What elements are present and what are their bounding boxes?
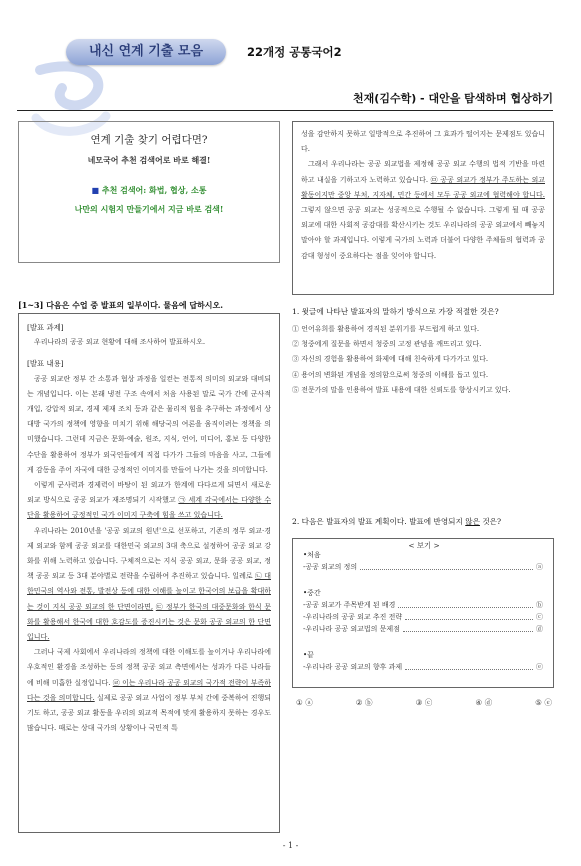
promo-keywords-text: 추천 검색어: 화법, 협상, 소통 bbox=[101, 185, 207, 195]
bogi-section-head: •끝 bbox=[303, 651, 314, 659]
q2-choice-1[interactable]: ① ⓐ bbox=[296, 698, 313, 707]
passage-topic: 우리나라의 공공 외교 현황에 대해 조사하여 발표하시오. bbox=[34, 338, 206, 347]
bogi-row-mark: ⓒ bbox=[536, 613, 543, 621]
leader-dots bbox=[398, 599, 533, 608]
leader-dots bbox=[403, 623, 533, 632]
passage-p5-text-b: 그렇지 않으면 공공 외교는 성공적으로 수행될 수 없습니다. 그렇게 될 때 공공 외교에 대한 사회적 공감대를 확산시키는 것도 우리나라의 공공 외교에서 빼놓지 말아야 할 과제입니다. 이렇게 국가의 노력과 더불어 다양한 주체들의 협력과 공감대 형성이 중요하다는 점을 잊어야 합니다. bbox=[301, 206, 545, 260]
passage-p4-text: 그러나 국제 사회에서 우리나라의 정책에 대한 이해도를 높이거나 우리나라에 우호적인 환경을 조성하는 등의 정책 공공 외교 측면에서는 성과가 다른 나라들에 비해 미흡한 실정입니다. bbox=[27, 648, 271, 687]
underline-d: ㉣ 이는 우리나라 공공 외교의 국가적 전략이 부족하다는 것을 의미합니다. bbox=[27, 678, 271, 702]
promo-title: 연계 기출 찾기 어렵다면? bbox=[90, 134, 208, 146]
q2-stem-text: 2. 다음은 발표자의 발표 계획이다. 발표에 반영되지 bbox=[292, 517, 466, 526]
promo-cta: 나만의 시험지 만들기에서 지금 바로 검색! bbox=[74, 204, 224, 214]
bogi-row-mark: ⓑ bbox=[536, 601, 543, 609]
bogi-row-text: -우리나라 공공 외교의 향후 과제 bbox=[303, 663, 403, 671]
q2-choice-5[interactable]: ⑤ ⓔ bbox=[535, 698, 552, 707]
header-divider bbox=[17, 110, 553, 111]
passage-p4-text-b: 실제로 공공 외교 사업이 정부 부처 간에 중복하여 진행되기도 하고, 공공 외교 활동을 우리의 외교적 목적에 맞게 활용하지 못하는 경우도 많습니다. 때로는 상대 국가의 상황이나 국민적 특 bbox=[27, 693, 271, 733]
underline-e: ㉤ 공공 외교가 정부가 주도하는 외교 활동이지만 중앙 부처, 지자체, 민간 등에서 모두 공공 외교에 협력해야 합니다. bbox=[301, 175, 545, 199]
promo-box bbox=[18, 121, 280, 263]
course-title: 22개정 공통국어2 bbox=[247, 45, 342, 59]
bogi-row-mark: ⓓ bbox=[536, 625, 543, 633]
q2-stem-end: 것은? bbox=[479, 517, 502, 526]
bogi-row-mark: ⓐ bbox=[536, 563, 543, 571]
promo-subtitle: 네모국어 추천 검색어로 바로 해결! bbox=[87, 155, 211, 165]
question-instruction: [1~3] 다음은 수업 중 발표의 일부이다. 물음에 답하시오. bbox=[18, 300, 224, 310]
square-bullet-icon: ■ bbox=[91, 185, 100, 195]
bogi-row-text: -공공 외교의 정의 bbox=[303, 563, 358, 571]
leader-dots bbox=[405, 611, 533, 620]
passage-box-right bbox=[292, 121, 554, 295]
question-1-stem: 1. 윗글에 나타난 발표자의 말하기 방식으로 가장 적절한 것은? bbox=[292, 307, 499, 316]
bogi-row bbox=[303, 611, 543, 623]
passage-label-content: [발표 내용] bbox=[27, 359, 64, 369]
bogi-row bbox=[303, 599, 543, 611]
q2-choice-3[interactable]: ③ ⓒ bbox=[415, 698, 433, 707]
bogi-row bbox=[303, 561, 543, 573]
bogi-row-text: -우리나라 공공 외교법의 문제점 bbox=[303, 625, 400, 633]
q2-choice-4[interactable]: ④ ⓓ bbox=[475, 698, 493, 707]
underline-a: ㉠ 세계 각국에서는 다양한 수단을 활용하여 긍정적인 국가 이미지 구축에 힘을 쓰고 있습니다. bbox=[27, 496, 271, 520]
q1-option-1[interactable]: ① 언어유희를 활용하여 경직된 분위기를 부드럽게 하고 있다. bbox=[292, 325, 480, 333]
unit-title: 천재(김수학) - 대안을 탐색하며 협상하기 bbox=[353, 92, 553, 105]
question-1 bbox=[292, 306, 554, 398]
q2-choice-2[interactable]: ② ⓑ bbox=[355, 698, 373, 707]
passage-paragraph-5 bbox=[301, 157, 545, 263]
bogi-row-mark: ⓔ bbox=[536, 663, 543, 671]
bogi-row bbox=[303, 661, 543, 673]
bogi-box bbox=[292, 538, 554, 688]
question-2-stem bbox=[292, 516, 554, 527]
bogi-section-head: •중간 bbox=[303, 589, 321, 597]
q1-option-5[interactable]: ⑤ 전문가의 말을 인용하여 발표 내용에 대한 신뢰도를 향상시키고 있다. bbox=[292, 385, 511, 394]
bogi-section-head: •처음 bbox=[303, 551, 321, 559]
passage-paragraph-1: 공공 외교란 정부 간 소통과 협상 과정을 일컫는 전통적 의미의 외교와 대비되는 개념입니다. 이는 본래 냉전 구조 속에서 처음 사용된 말로 국가 간에 군사적 개입, 강압적 외교, 경제 제재 조치 등과 같은 물리적 힘을 추구하는 과정에서 상대방 국가의 정책에 영향을 미치기 위해 해당국의 여론을 움직이려는 정책을 의미했습니다. 그런데 지금은 문화·예술, 원조, 지식, 언어, 미디어, 홍보 등 다양한 수단을 활용하여 정부가 외국인들에게 직접 다가가 그들의 마음을 사고, 그들에게 감동을 주어 자국에 대한 긍정적인 이미지를 만들어 나가는 것을 의미합니다. bbox=[27, 374, 271, 474]
passage-continuation: 성을 감안하지 못하고 일방적으로 추진하여 그 효과가 떨어지는 문제점도 있습니다. bbox=[301, 130, 545, 154]
bogi-row bbox=[303, 623, 543, 635]
passage-box-left bbox=[18, 313, 280, 833]
q2-stem-emphasis: 않은 bbox=[465, 517, 480, 526]
q1-option-2[interactable]: ② 청중에게 질문을 하면서 청중의 고정 관념을 깨뜨리고 있다. bbox=[292, 340, 482, 349]
q1-option-4[interactable]: ④ 용어의 변화된 개념을 정의함으로써 청중의 이해를 돕고 있다. bbox=[292, 370, 489, 379]
passage-paragraph-4 bbox=[27, 645, 271, 736]
bogi-row-text: -공공 외교가 주목받게 된 배경 bbox=[303, 601, 396, 609]
page-number: - 1 - bbox=[282, 841, 299, 850]
passage-p3-text: 우리나라는 2010년을 '공공 외교의 원년'으로 선포하고, 기존의 정무 외교·경제 외교와 함께 공공 외교를 대한민국 외교의 3대 축으로 설정하여 공공 외교 강화를 위해 노력하고 있습니다. 구체적으로는 지식 공공 외교, 문화 공공 외교, 정책 공공 외교 등 3대 분야별로 전략을 수립하여 추진하고 있습니다. 일례로 bbox=[27, 526, 271, 581]
bogi-title-text: < 보기 > bbox=[402, 541, 445, 550]
q1-option-3[interactable]: ③ 자신의 경험을 활용하여 화제에 대해 친숙하게 다가가고 있다. bbox=[292, 355, 489, 364]
leader-dots bbox=[405, 661, 533, 670]
passage-p2-text: 이렇게 군사력과 경제력이 바탕이 된 외교가 한계에 다다르게 되면서 새로운 외교 방식으로 공공 외교가 재조명되기 시작했고 bbox=[27, 481, 271, 505]
passage-paragraph-3 bbox=[27, 524, 271, 646]
bogi-plan bbox=[303, 549, 543, 673]
underline-b: ㉡ 대한민국의 역사와 전통, 발전상 등에 대한 이해를 높이고 한국어의 보급을 확대하는 것이 지식 공공 외교의 한 단면이라면, bbox=[27, 572, 271, 611]
passage-paragraph-2 bbox=[27, 478, 271, 524]
bogi-row-text: -우리나라의 공공 외교 추진 전략 bbox=[303, 613, 403, 621]
promo-keywords bbox=[19, 185, 279, 196]
question-2 bbox=[292, 516, 554, 527]
passage-p5-text: 그래서 우리나라는 공공 외교법을 제정해 공공 외교 수행의 법적 기반을 마련하고 내실을 기하고자 노력하고 있습니다. bbox=[301, 160, 545, 184]
passage-label-topic: [발표 과제] bbox=[27, 323, 64, 332]
q2-choices bbox=[296, 697, 552, 708]
leader-dots bbox=[360, 561, 533, 570]
header-badge-label: 내신 연계 기출 모음 bbox=[88, 44, 204, 59]
underline-c: ㉢ 정부가 한국의 대중문화와 한식 문화를 활용해서 한국에 대한 호감도를 증진시키는 것은 문화 공공 외교의 한 단면입니다. bbox=[27, 602, 271, 642]
